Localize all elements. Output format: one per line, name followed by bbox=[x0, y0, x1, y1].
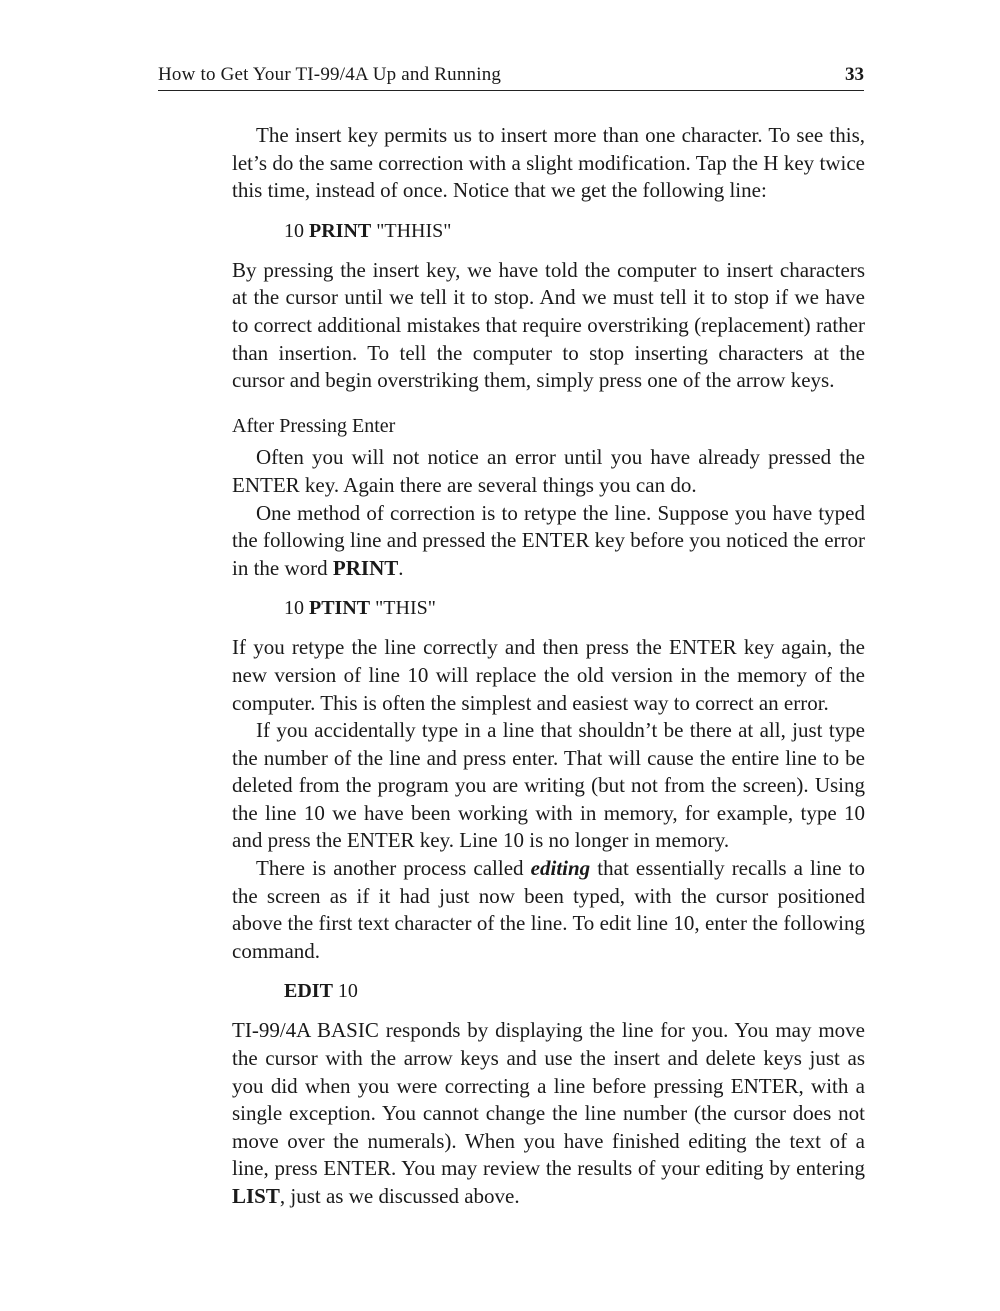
italic-term-editing: editing bbox=[530, 856, 591, 881]
text-run: One method of correction is to retype the line. Suppose you have typed the following line and pressed the ENTER key before you noticed the error in the word bbox=[232, 500, 865, 580]
text-run: . bbox=[398, 555, 404, 580]
subheading-after-pressing-enter: After Pressing Enter bbox=[232, 414, 396, 437]
code-argument: 10 bbox=[337, 980, 358, 1003]
text-run: TI-99/4A BASIC responds by displaying the line for you. You may move the cursor with the arrow keys and use the insert and delete keys just as you did when you were correcting a line before pressing ENTER, with a single exception. You cannot change the line number (the cursor does not move over the numerals). When you have finished editing the text of a line, press ENTER. You may review the results of your editing by entering bbox=[232, 1018, 865, 1181]
code-line-ptint bbox=[284, 594, 865, 622]
code-string: "THHIS" bbox=[376, 219, 452, 242]
paragraph-insert-explanation: By pressing the insert key, we have told the computer to insert characters at the cursor until we tell it to stop. And we must tell it to stop if we have to correct additional mistakes that require overstriking (replacement) rather than insertion. To tell the computer to stop inserting characters at the cursor and begin overstriking them, simply press one of the arrow keys. bbox=[232, 257, 865, 393]
code-keyword: PRINT bbox=[309, 219, 372, 242]
page-body bbox=[232, 122, 865, 1211]
text-run: , just as we discussed above. bbox=[279, 1184, 520, 1208]
code-line-number: 10 bbox=[284, 597, 304, 620]
text-run: that essentially recalls a line to the screen as if it had just now been typed, with the cursor positioned above the first text character of the line. To edit line 10, enter the following command. bbox=[232, 856, 865, 963]
code-keyword: PTINT bbox=[309, 597, 371, 620]
code-line-thhis bbox=[284, 217, 865, 245]
page-number: 33 bbox=[845, 64, 864, 85]
paragraph-editing bbox=[232, 855, 865, 965]
paragraph-retype-method bbox=[232, 500, 865, 583]
code-line-edit bbox=[284, 977, 865, 1005]
bold-keyword-print: PRINT bbox=[332, 555, 399, 580]
running-title: How to Get Your TI-99/4A Up and Running bbox=[158, 64, 502, 85]
running-header bbox=[158, 62, 864, 91]
paragraph-basic-response bbox=[232, 1017, 865, 1210]
paragraph-insert-key: The insert key permits us to insert more than one character. To see this, let’s do the same correction with a slight modification. Tap the H key twice this time, instead of once. Notice that we get the following line: bbox=[232, 123, 865, 203]
paragraph-error-after-enter: Often you will not notice an error until you have already pressed the ENTER key. Again there are several things you can do. bbox=[232, 445, 865, 497]
paragraph-delete-line: If you accidentally type in a line that shouldn’t be there at all, just type the number of the line and press enter. That will cause the entire line to be deleted from the program you are writing (but not from the screen). Using the line 10 we have been working with in memory, for example, type 10 and press the ENTER key. Line 10 is no longer in memory. bbox=[232, 718, 865, 853]
paragraph-retype-result: If you retype the line correctly and then press the ENTER key again, the new version of line 10 will replace the old version in the memory of the computer. This is often the simplest and easiest way to correct an error. bbox=[232, 635, 865, 715]
code-string: "THIS" bbox=[375, 597, 436, 620]
code-keyword: EDIT bbox=[284, 980, 333, 1003]
text-run: There is another process called bbox=[256, 856, 531, 881]
code-line-number: 10 bbox=[284, 219, 304, 242]
bold-keyword-list: LIST bbox=[232, 1184, 280, 1208]
